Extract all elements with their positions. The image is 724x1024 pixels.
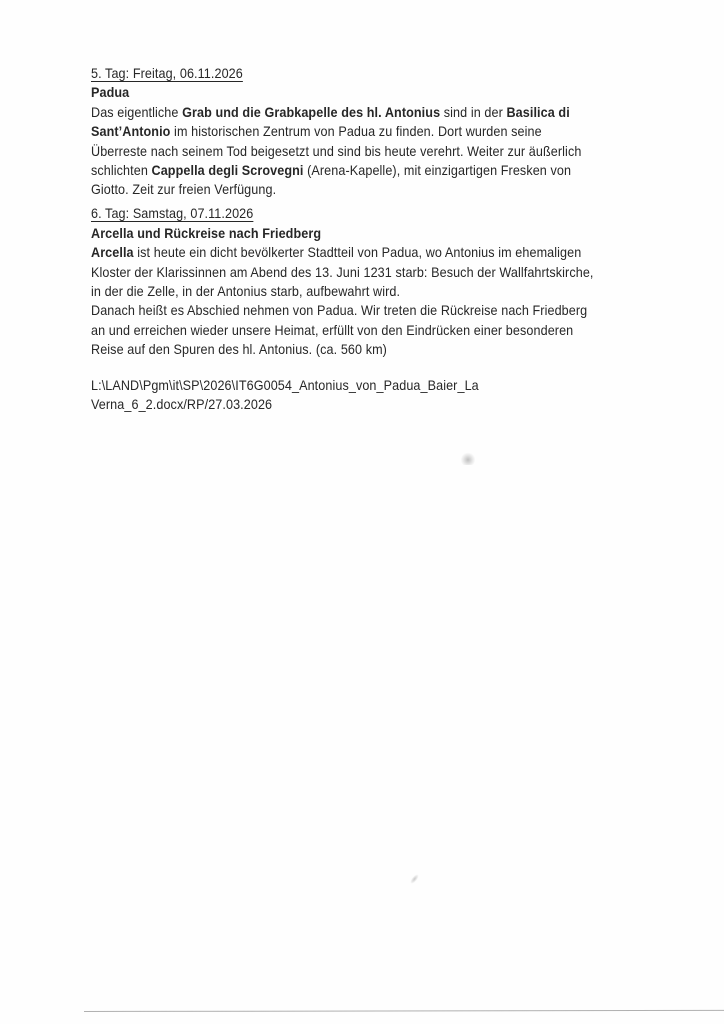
text-run: schlichten	[91, 162, 152, 179]
bold-text-run: Grab und die Grabkapelle des hl. Antonius	[182, 103, 441, 120]
body-text-line	[91, 122, 685, 141]
document-content	[91, 64, 685, 414]
day-subheading: Arcella und Rückreise nach Friedberg	[91, 224, 322, 241]
file-path-line: L:\LAND\Pgm\it\SP\2026\IT6G0054_Antonius_von_Padua_Baier_La	[91, 376, 479, 393]
day-section	[91, 64, 685, 200]
file-path-line: Verna_6_2.docx/RP/27.03.2026	[91, 396, 273, 412]
bold-text-run: Arcella	[91, 244, 134, 261]
text-run: Reise auf den Spuren des hl. Antonius. (ca. 560 km)	[91, 341, 387, 358]
text-run: Das eigentliche	[91, 103, 183, 120]
text-run: Giotto. Zeit zur freien Verfügung.	[91, 181, 277, 198]
text-run: Kloster der Klarissinnen am Abend des 13. Juni 1231 starb: Besuch der Wallfahrtskirche,	[91, 263, 594, 280]
body-text-line	[91, 301, 685, 320]
scan-smudge	[461, 452, 475, 465]
day-section	[91, 204, 685, 359]
text-run: sind in der	[440, 103, 507, 120]
body-text-line	[91, 282, 685, 301]
body-text-line	[91, 243, 685, 262]
text-run: in der die Zelle, in der Antonius starb, aufbewahrt wird.	[91, 282, 401, 299]
body-text-line	[91, 142, 685, 161]
body-text-line	[91, 321, 685, 340]
text-run: (Arena-Kapelle), mit einzigartigen Fresken von	[303, 162, 572, 179]
bold-text-run: Sant’Antonio	[91, 123, 171, 140]
text-run: Danach heißt es Abschied nehmen von Padua. Wir treten die Rückreise nach Friedberg	[91, 302, 588, 319]
scan-smudge	[406, 870, 423, 888]
day-heading: 6. Tag: Samstag, 07.11.2026	[91, 205, 254, 222]
text-run: ist heute ein dicht bevölkerter Stadtteil von Padua, wo Antonius im ehemaligen	[133, 244, 582, 261]
text-run: an und erreichen wieder unsere Heimat, erfüllt von den Eindrücken einer besonderen	[91, 321, 574, 338]
day-subheading: Padua	[91, 84, 130, 101]
body-text-line	[91, 103, 685, 122]
text-run: im historischen Zentrum von Padua zu finden. Dort wurden seine	[170, 123, 542, 140]
bold-text-run: Basilica di	[506, 103, 570, 120]
body-text-line	[91, 340, 685, 359]
body-text-line	[91, 180, 685, 199]
body-text-line	[91, 161, 685, 180]
day-heading: 5. Tag: Freitag, 06.11.2026	[91, 65, 243, 81]
file-path	[91, 376, 685, 415]
bold-text-run: Cappella degli Scrovegni	[151, 162, 304, 179]
text-run: Überreste nach seinem Tod beigesetzt und sind bis heute verehrt. Weiter zur äußerlich	[91, 142, 582, 159]
scan-edge-artifact	[84, 1010, 724, 1012]
body-text-line	[91, 263, 685, 282]
